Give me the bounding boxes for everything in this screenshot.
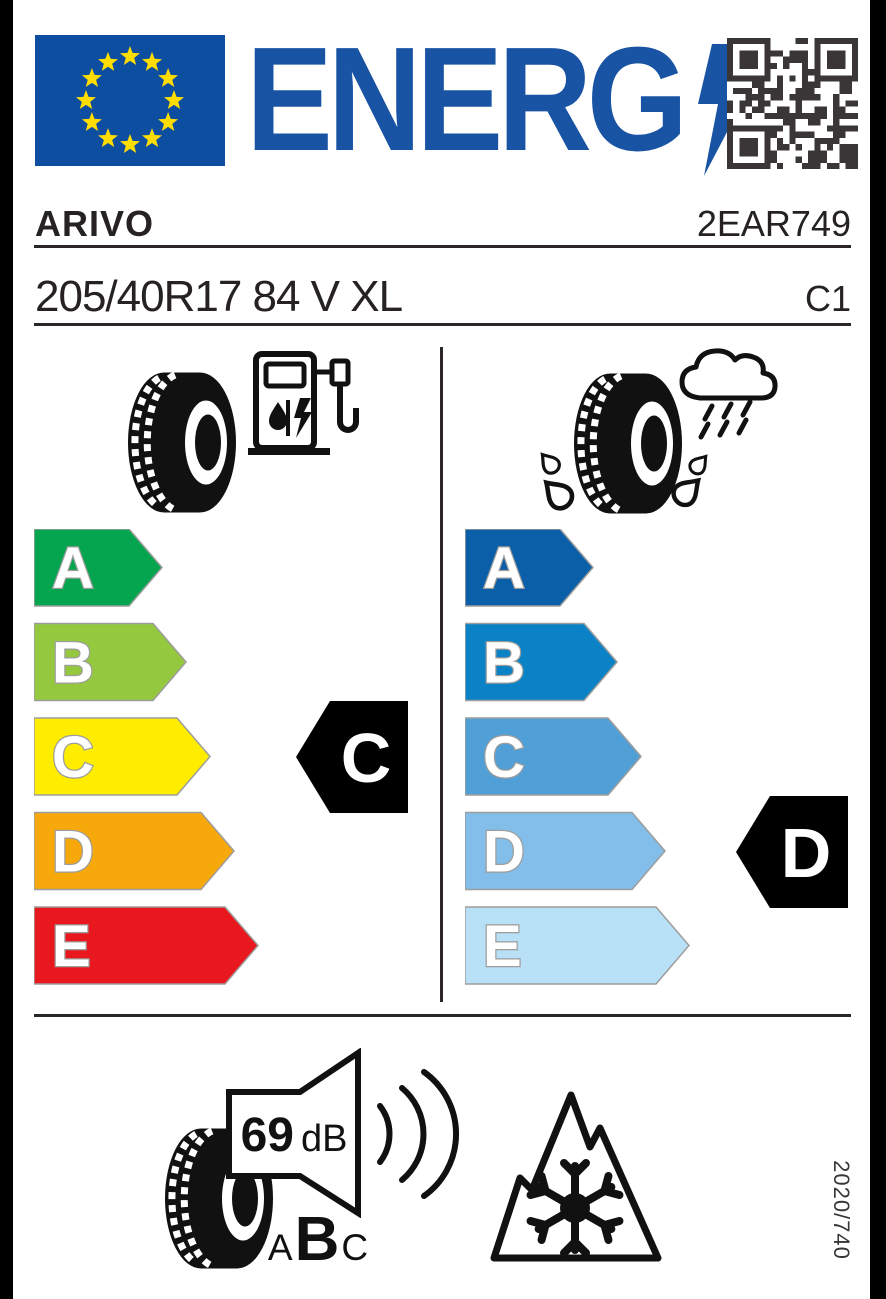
noise-unit: dB [300,1118,348,1160]
left-border [0,0,13,1299]
column-divider [440,347,443,1002]
bottom-rule [34,1014,851,1017]
svg-text:D: D [483,819,525,885]
designation-rule [34,323,851,326]
svg-text:B: B [483,630,525,696]
svg-text:E: E [483,914,522,979]
noise-class-A: A [267,1227,293,1268]
tire-class: C1 [804,278,851,319]
snow-grip-3pmsf-icon [486,1088,666,1266]
wet-grip-rating: D [780,814,832,892]
fuel-efficiency-rating-arrow [296,701,408,813]
wet-grip-scale [465,529,705,987]
header-rule [34,245,851,248]
water-splash-icon [528,432,728,520]
regulation-number: 2020/740 [829,1160,854,1260]
rain-cloud-icon [672,340,787,445]
svg-text:A: A [483,536,525,601]
tire-designation: 205/40R17 84 V XL [35,272,403,321]
fuel-efficiency-rating: C [340,719,392,797]
fuel-efficiency-scale [34,529,274,987]
noise-classes [266,1205,370,1274]
svg-text:B: B [52,630,94,696]
noise-class-C: C [341,1227,369,1268]
svg-text:E: E [52,914,91,979]
energy-logo-text: ENERG [246,17,683,182]
sound-waves-icon [372,1058,467,1208]
noise-level [226,1109,362,1162]
wet-grip-rating-arrow [736,796,848,908]
rolling-resistance-tire-icon [126,370,238,515]
brand-name: ARIVO [35,203,155,244]
fuel-pump-icon [248,348,360,456]
model-code: 2EAR749 [696,203,851,244]
eu-flag-icon [35,35,225,166]
svg-text:A: A [52,536,94,601]
noise-value: 69 [240,1109,294,1162]
svg-text:D: D [52,819,94,885]
right-border [870,0,886,1299]
noise-class-B: B [294,1205,340,1274]
svg-text:C: C [52,725,94,790]
svg-text:C: C [483,725,525,790]
qr-code [727,38,858,169]
